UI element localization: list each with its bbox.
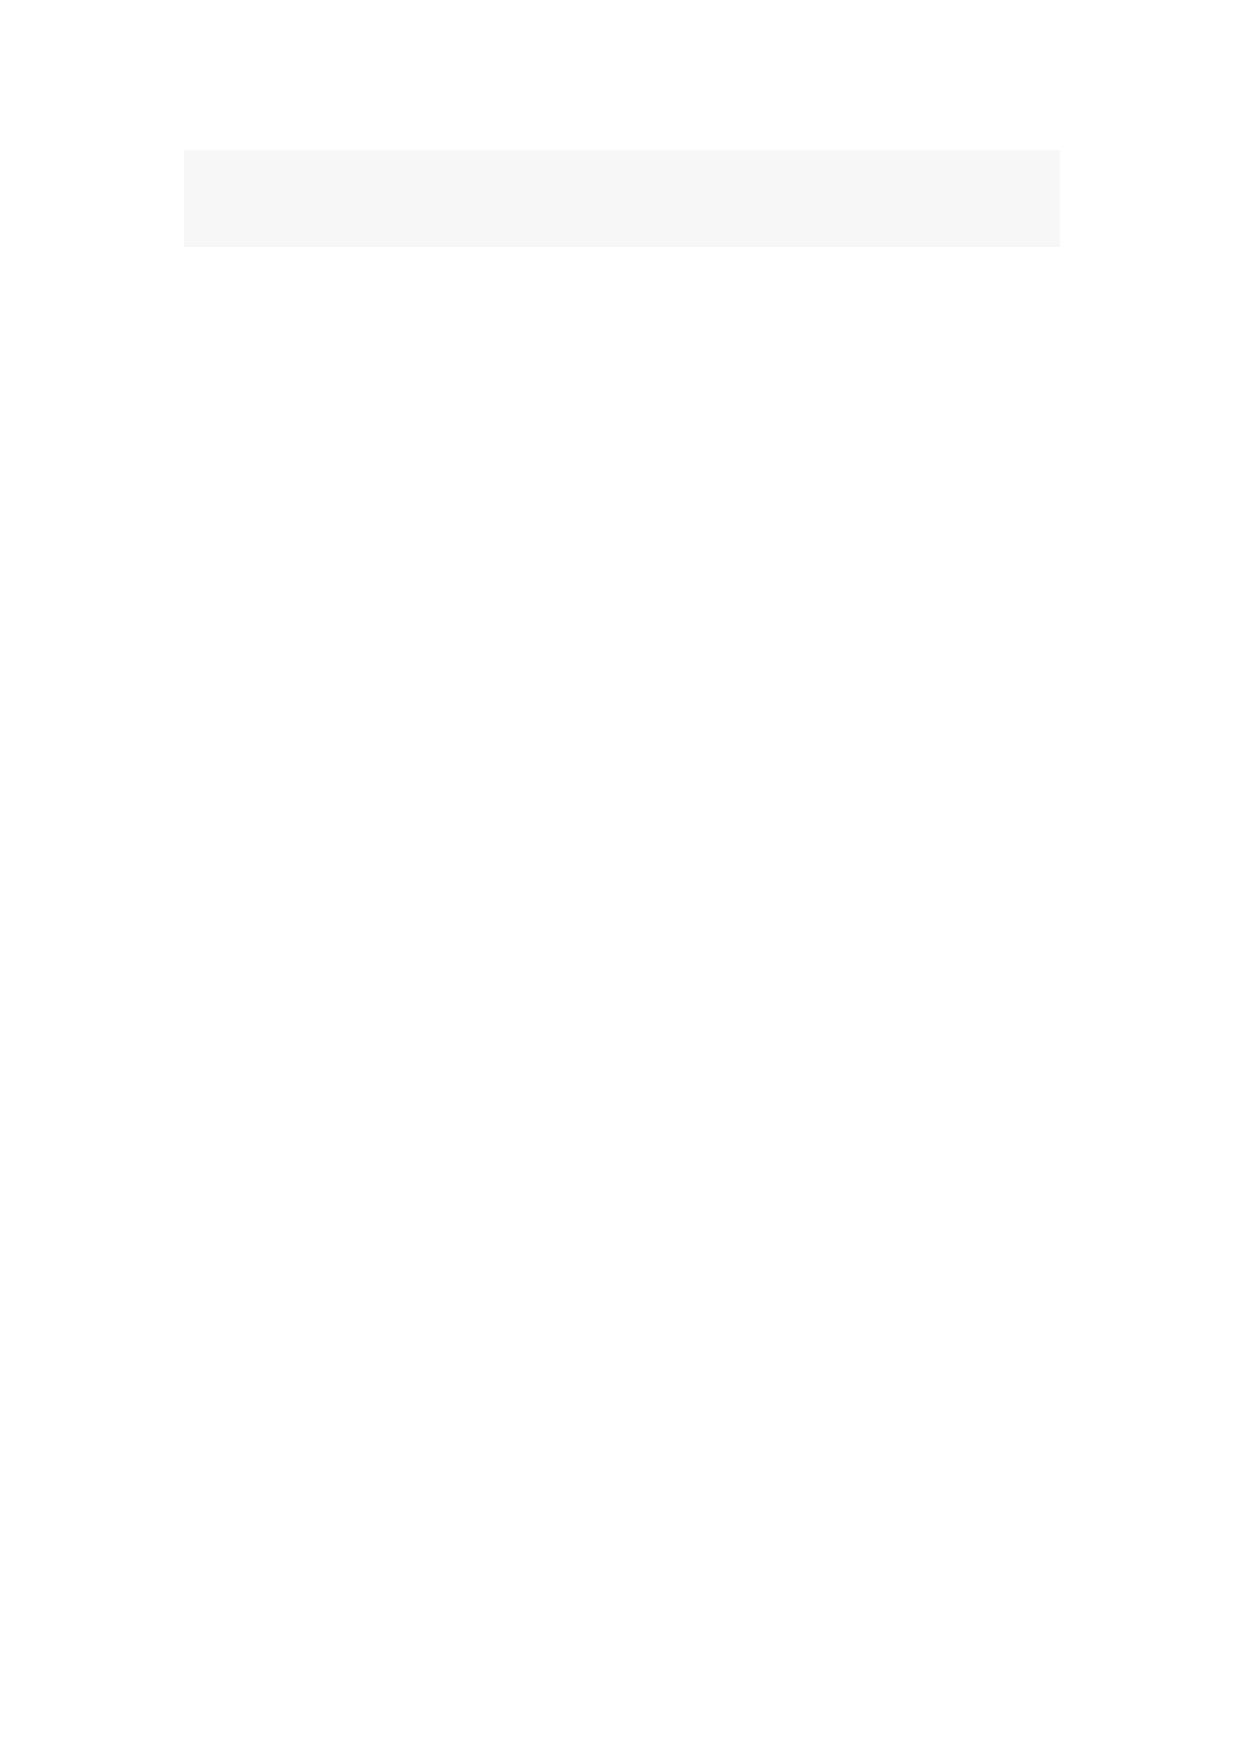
title-banner — [184, 150, 1060, 247]
